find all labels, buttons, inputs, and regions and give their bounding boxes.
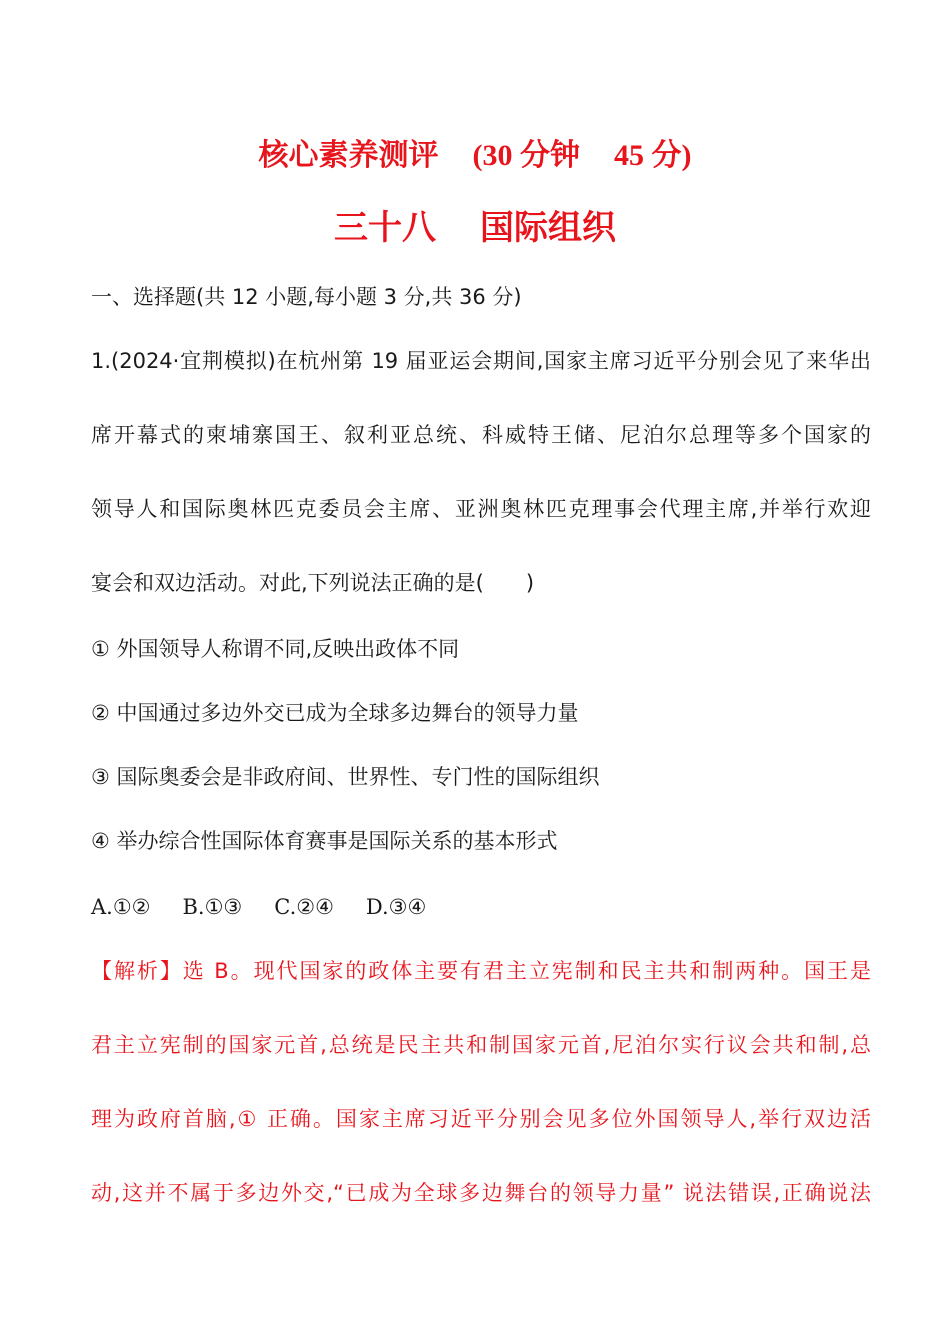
- question-stem-line: 领导人和国际奥林匹克委员会主席、亚洲奥林匹克理事会代理主席,并举行欢迎: [91, 497, 871, 521]
- title-main: 核心素养测评: [258, 138, 439, 173]
- section-heading: 一、选择题(共 12 小题,每小题 3 分,共 36 分): [91, 285, 522, 309]
- page-title: [0, 130, 950, 174]
- option-c: C.②④: [274, 895, 334, 919]
- analysis-line: 动,这并不属于多边外交,“已成为全球多边舞台的领导力量” 说法错误,正确说法: [91, 1181, 871, 1205]
- analysis-line: 理为政府首脑,① 正确。国家主席习近平分别会见多位外国领导人,举行双边活: [91, 1107, 871, 1131]
- page-subtitle: [0, 200, 950, 249]
- analysis-line: 君主立宪制的国家元首,总统是民主共和制国家元首,尼泊尔实行议会共和制,总: [91, 1033, 871, 1057]
- statement-3: ③ 国际奥委会是非政府间、世界性、专门性的国际组织: [91, 765, 600, 789]
- option-b: B.①③: [182, 895, 243, 919]
- question-stem-line: 宴会和双边活动。对此,下列说法正确的是( ): [91, 571, 535, 595]
- answer-options: [91, 892, 871, 922]
- analysis-line: 【解析】选 B。现代国家的政体主要有君主立宪制和民主共和制两种。国王是: [91, 959, 871, 983]
- statement-1: ① 外国领导人称谓不同,反映出政体不同: [91, 637, 460, 661]
- title-time: (30 分钟: [472, 139, 580, 172]
- title-score: 45 分): [614, 139, 692, 172]
- option-d: D.③④: [365, 895, 427, 919]
- subtitle-number: 三十八: [334, 208, 436, 248]
- subtitle-topic: 国际组织: [480, 208, 616, 248]
- option-a: A.①②: [91, 895, 151, 919]
- statement-4: ④ 举办综合性国际体育赛事是国际关系的基本形式: [91, 829, 558, 853]
- question-stem-line: 1.(2024·宜荆模拟)在杭州第 19 届亚运会期间,国家主席习近平分别会见了来华出: [91, 349, 871, 373]
- statement-2: ② 中国通过多边外交已成为全球多边舞台的领导力量: [91, 701, 579, 725]
- question-stem-line: 席开幕式的柬埔寨国王、叙利亚总统、科威特王储、尼泊尔总理等多个国家的: [91, 423, 871, 447]
